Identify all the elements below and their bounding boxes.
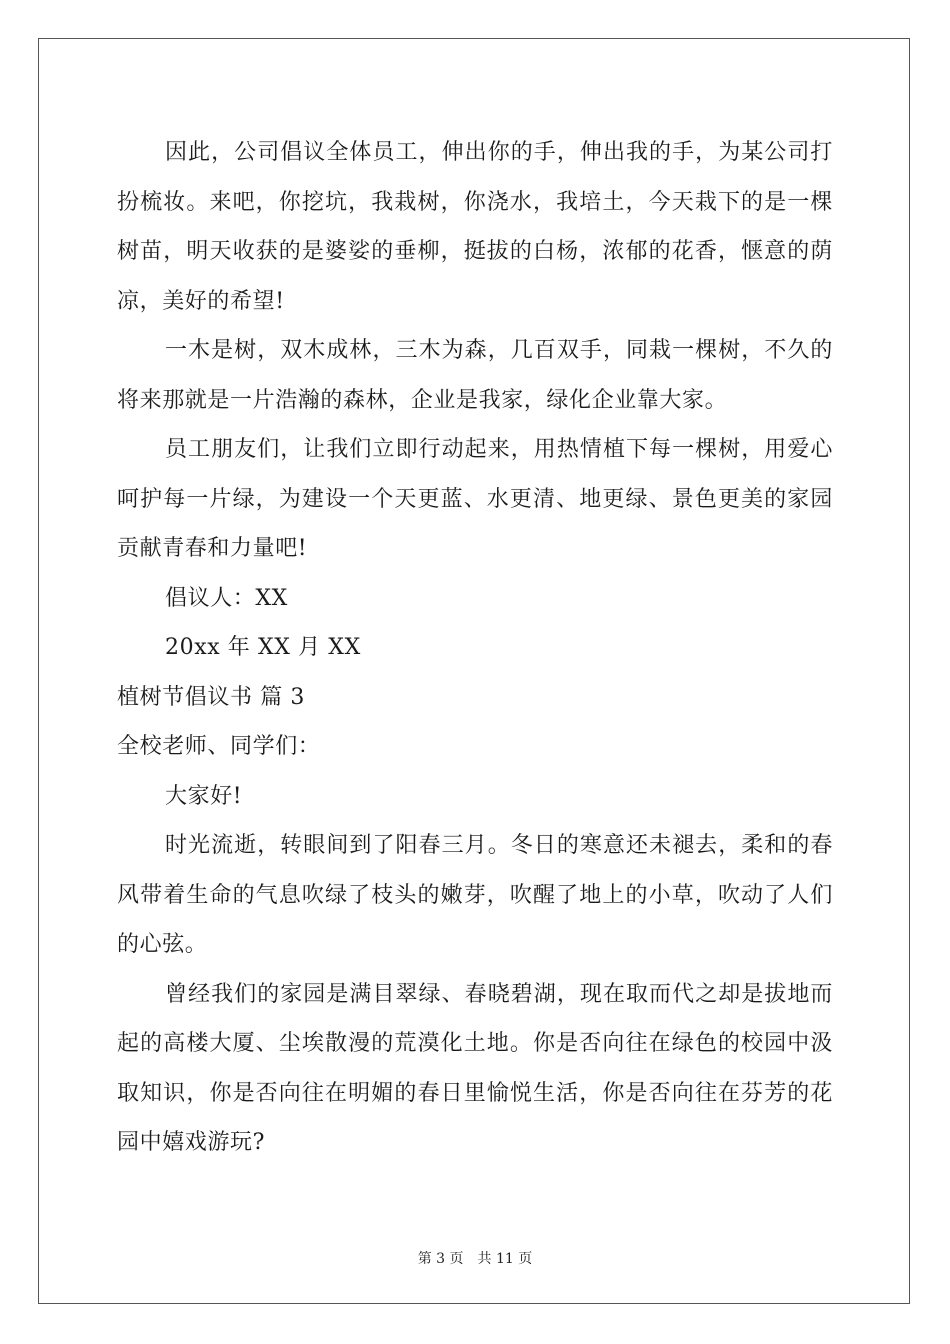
- signature-proposer: 倡议人：XX: [165, 585, 288, 611]
- page-footer: [0, 1248, 950, 1268]
- greeting: 大家好!: [165, 783, 243, 809]
- paragraph-homeland: 曾经我们的家园是满目翠绿、春晓碧湖，现在取而代之却是拔地而起的高楼大厦、尘埃散漫的荒漠化土地。你是否向往在绿色的校园中汲取知识，你是否向往在明媚的春日里愉悦生活，你是否向往在芬芳的花园中嬉戏游玩?: [117, 981, 833, 1155]
- paragraph-forest: 一木是树，双木成林，三木为森，几百双手，同栽一棵树，不久的将来那就是一片浩瀚的森林，企业是我家，绿化企业靠大家。: [117, 338, 833, 413]
- paragraph-employees: 员工朋友们，让我们立即行动起来，用热情植下每一棵树，用爱心呵护每一片绿，为建设一个天更蓝、水更清、地更绿、景色更美的家园贡献青春和力量吧!: [117, 437, 833, 561]
- paragraph-call-to-action: 因此，公司倡议全体员工，伸出你的手，伸出我的手，为某公司打扮梳妆。来吧，你挖坑，我栽树，你浇水，我培土，今天栽下的是一棵树苗，明天收获的是婆娑的垂柳，挺拔的白杨，浓郁的花香，惬意的荫凉，美好的希望!: [117, 140, 833, 314]
- page-number: 第 3 页: [417, 1251, 464, 1267]
- document-body: [117, 128, 833, 1168]
- signature-date: 20xx 年 XX 月 XX: [165, 635, 361, 660]
- section-title: 植树节倡议书 篇 3: [117, 684, 305, 710]
- salutation: 全校老师、同学们：: [117, 734, 321, 759]
- total-pages: 共 11 页: [477, 1251, 533, 1267]
- paragraph-spring: 时光流逝，转眼间到了阳春三月。冬日的寒意还未褪去，柔和的春风带着生命的气息吹绿了枝头的嫩芽，吹醒了地上的小草，吹动了人们的心弦。: [117, 833, 833, 957]
